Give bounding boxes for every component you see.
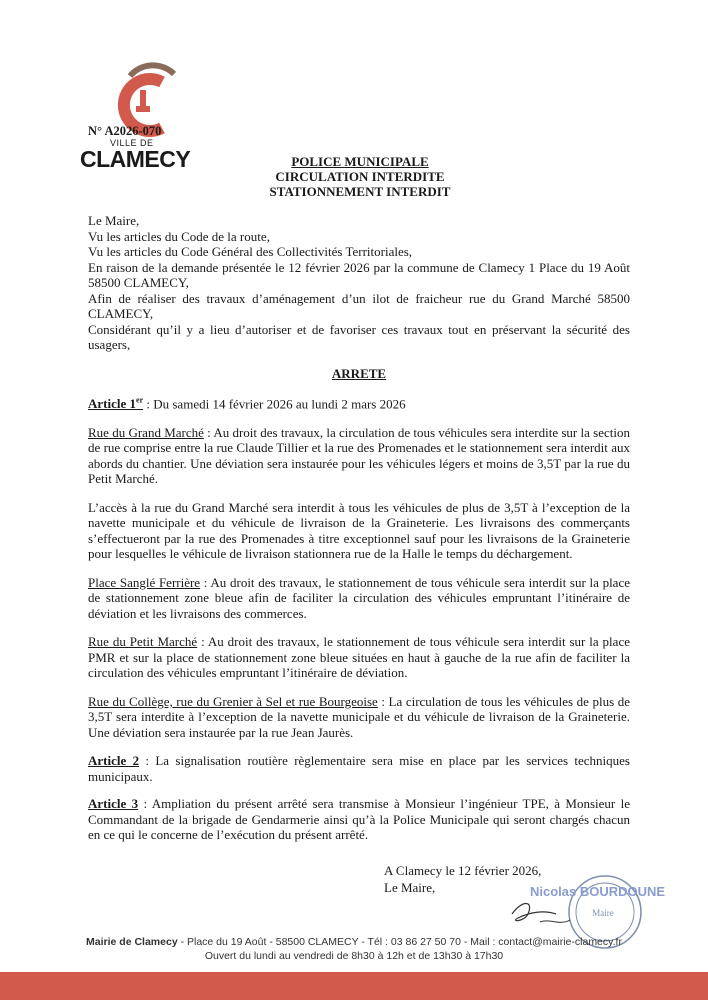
section-text: : Au droit des travaux, le stationnement de tous véhicule sera interdit sur la place de stationnement zone bleue afin de faciliter la circulation des véhicules empruntant l’itinéraire de déviation et les livraisons des commerces. bbox=[88, 574, 630, 621]
place-date: A Clamecy le 12 février 2026, bbox=[384, 863, 542, 878]
brand-bottom-bar bbox=[0, 972, 708, 1000]
svg-text:Nicolas BOURDOUNE: Nicolas BOURDOUNE bbox=[530, 884, 666, 899]
footer bbox=[0, 935, 708, 963]
section-label: Place Sanglé Ferrière bbox=[88, 574, 201, 590]
article-3 bbox=[88, 796, 630, 843]
footer-hours: Ouvert du lundi au vendredi de 8h30 à 12h et de 13h30 à 17h30 bbox=[204, 950, 504, 962]
article-2-text: : La signalisation routière règlementaire sera mise en place par les services techniques municipaux. bbox=[88, 753, 630, 784]
article-1 bbox=[88, 393, 630, 412]
preamble-line: Vu les articles du Code de la route, bbox=[88, 228, 270, 244]
section-text: : Au droit des travaux, le stationnement de tous véhicule sera interdit sur la place PMR et sur la place de stationnement zone bleue situées en haut à gauche de la rue afin de faciliter la circulation des véhicules empruntant l’itinéraire de déviation. bbox=[88, 634, 630, 681]
preamble-line: Vu les articles du Code Général des Collectivités Territoriales, bbox=[88, 244, 413, 259]
header-line-1: POLICE MUNICIPALE bbox=[291, 154, 429, 169]
section-college bbox=[88, 694, 630, 741]
document-body bbox=[88, 213, 630, 843]
signer-title: Le Maire, bbox=[384, 880, 436, 895]
ville-de-label: VILLE DE bbox=[110, 138, 154, 148]
article-2 bbox=[88, 753, 630, 784]
footer-org: Mairie de Clamecy bbox=[86, 936, 178, 948]
header-line-3: STATIONNEMENT INTERDIT bbox=[269, 184, 451, 199]
footer-address: - Place du 19 Août - 58500 CLAMECY - Tél : 03 86 27 50 70 - Mail : contact@mairie-clamecy.fr bbox=[177, 936, 622, 948]
article-1-label-sup: er bbox=[136, 396, 144, 405]
footer-address-line bbox=[0, 935, 708, 949]
preamble-line: Le Maire, bbox=[88, 213, 140, 228]
document-header bbox=[250, 154, 470, 199]
article-1-label bbox=[88, 396, 143, 411]
article-1-text: : Du samedi 14 février 2026 au lundi 2 mars 2026 bbox=[143, 396, 406, 412]
section-place-sangle bbox=[88, 575, 630, 622]
preamble-line: Afin de réaliser des travaux d’aménagement d’un ilot de fraicheur rue du Grand Marché 58500 CLAMECY, bbox=[88, 290, 630, 321]
article-1-label-text: Article 1 bbox=[88, 396, 137, 412]
preamble-line: Considérant qu’il y a lieu d’autoriser et de favoriser ces travaux tout en préservant la sécurité des usagers, bbox=[88, 321, 630, 352]
section-label: Rue du Grand Marché bbox=[88, 424, 204, 440]
article-3-label: Article 3 bbox=[88, 796, 139, 812]
svg-text:Maire: Maire bbox=[592, 908, 614, 918]
preamble-line: En raison de la demande présentée le 12 février 2026 par la commune de Clamecy 1 Place du 19 Août 58500 CLAMECY, bbox=[88, 259, 630, 290]
section-text: : La circulation de tous les véhicules de plus de 3,5T sera interdite à l’exception de la navette municipale et du véhicule de livraison de la Graineterie. Une déviation sera instaurée par la rue Jean Jaurès. bbox=[88, 693, 630, 740]
section-petit-marche bbox=[88, 634, 630, 681]
section-grand-marche bbox=[88, 425, 630, 487]
arrete-title: ARRETE bbox=[331, 365, 387, 381]
section-text: : Au droit des travaux, la circulation de tous véhicules sera interdite sur la section de rue comprise entre la rue Claude Tillier et la rue des Promenades et le stationnement sera interdit aux abords du chantier. Une déviation sera instaurée pour les véhicules légers et moins de 3,5T par la rue du Petit Marché. bbox=[88, 424, 630, 487]
article-3-text: : Ampliation du présent arrêté sera transmise à Monsieur l’ingénieur TPE, à Monsieur le Commandant de la brigade de Gendarmerie ainsi qu’à la Police Municipale qui seront chargés chacun en ce qui le concerne de l’exécution du présent arrêté. bbox=[88, 796, 630, 843]
article-2-label: Article 2 bbox=[88, 753, 140, 769]
town-name: CLAMECY bbox=[80, 146, 191, 172]
reference-number: N° A2026-070 bbox=[88, 124, 162, 138]
section-acces: L’accès à la rue du Grand Marché sera interdit à tous les véhicules de plus de 3,5T à l’exception de la navette municipale et du véhicule de livraison de la Graineterie. Les livraisons des commerçants s’effectueront par la rue des Promenades à titre exceptionnel sauf pour les livraisons de la Graineterie pour lesquelles le véhicule de livraison stationnera rue de la Halle le temps du déchargement. bbox=[88, 499, 630, 562]
section-label: Rue du Petit Marché bbox=[88, 634, 198, 650]
section-label: Rue du Collège, rue du Grenier à Sel et rue Bourgeoise bbox=[88, 693, 378, 709]
header-line-2: CIRCULATION INTERDITE bbox=[275, 169, 445, 184]
